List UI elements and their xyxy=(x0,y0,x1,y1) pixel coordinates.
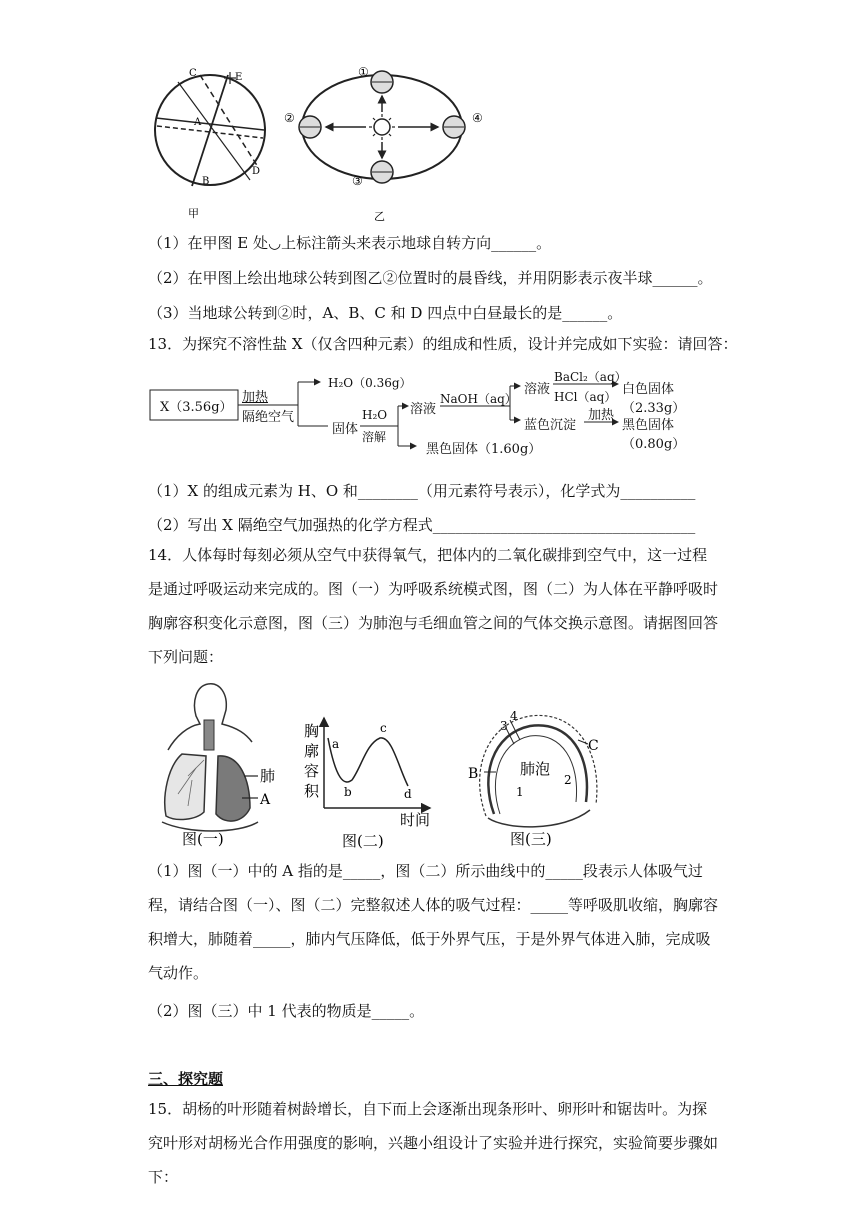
flow-dissolve-bottom: 溶解 xyxy=(362,430,387,444)
figure-thorax-volume-curve xyxy=(300,710,440,852)
q13-flowchart xyxy=(148,368,728,468)
flow-isolate: 隔绝空气 xyxy=(242,410,295,425)
figure-jia xyxy=(140,60,280,225)
q12-sub3: （3）当地球公转到②时，A、B、C 和 D 四点中白昼最长的是______。 xyxy=(148,304,623,322)
fig1-lung-label: 肺 xyxy=(260,767,276,785)
figure-alveolus-exchange xyxy=(466,706,606,854)
q12-sub1-rest: 上标注箭头来表示地球自转方向______。 xyxy=(281,234,552,252)
fig3-label-1: 1 xyxy=(516,785,524,799)
figure-respiratory-system xyxy=(148,676,288,851)
label-d: D xyxy=(252,166,261,177)
flow-blue: 蓝色沉淀 xyxy=(524,418,577,433)
pos-2: ② xyxy=(284,111,295,125)
fig2-ylabel-3: 容 xyxy=(304,762,320,780)
sun-icon xyxy=(374,119,390,135)
flow-solution1: 溶液 xyxy=(410,402,437,417)
rotation-mark-icon: ◡ xyxy=(268,234,282,252)
q12-sub2: （2）在甲图上绘出地球公转到图乙②位置时的晨昏线，并用阴影表示夜半球______。 xyxy=(148,269,713,287)
fig3-label-b: B xyxy=(468,766,479,782)
fig2-xlabel: 时间 xyxy=(400,811,431,829)
fig2-ylabel-1: 胸 xyxy=(304,722,320,740)
fig2-ylabel-2: 廓 xyxy=(304,742,320,760)
q13-sub2: （2）写出 X 隔绝空气加强热的化学方程式___________________________________ xyxy=(148,516,696,534)
fig3-caption: 图(三) xyxy=(510,830,552,848)
fig1-caption: 图(一) xyxy=(182,830,224,848)
q12-sub1 xyxy=(148,232,551,253)
flow-heat2: 加热 xyxy=(588,408,615,423)
pos-3: ③ xyxy=(352,174,363,188)
q12-sub1-text: （1）在甲图 E 处 xyxy=(148,234,269,252)
fig2-point-b: b xyxy=(344,785,352,799)
caption-yi: 乙 xyxy=(374,210,385,223)
flow-dissolve-top: H₂O xyxy=(362,408,388,422)
caption-jia: 甲 xyxy=(188,207,199,220)
fig2-ylabel-4: 积 xyxy=(304,782,320,800)
fig2-point-c: c xyxy=(380,721,387,735)
fig1-a-label: A xyxy=(260,792,271,808)
q13-sub1: （1）X 的组成元素为 H、O 和________（用元素符号表示），化学式为__________ xyxy=(148,482,696,500)
fig3-label-c: C xyxy=(588,738,599,754)
section-title-inquiry: 三、探究题 xyxy=(148,1070,224,1088)
flow-h2o: H₂O（0.36g） xyxy=(328,376,412,390)
fig2-caption: 图(二) xyxy=(342,832,384,850)
flow-solid: 固体 xyxy=(332,422,359,437)
flow-bacl2: BaCl₂（aq） xyxy=(554,370,627,384)
fig3-label-3: 3 xyxy=(500,719,508,733)
fig3-alveolus-label: 肺泡 xyxy=(520,760,551,778)
q15-stem: 15．胡杨的叶形随着树龄增长，自下而上会逐渐出现条形叶、卵形叶和锯齿叶。为探究叶形对胡杨光合作用强度的影响，兴趣小组设计了实验并进行探究，实验简要步骤如下： xyxy=(148,1100,719,1186)
pos-1: ① xyxy=(358,65,369,79)
flow-white: 白色固体（2.33g） xyxy=(622,382,686,416)
label-b: B xyxy=(202,176,210,187)
flow-x: X（3.56g） xyxy=(160,400,233,415)
q14-sub2: （2）图（三）中 1 代表的物质是_____。 xyxy=(148,1002,425,1020)
pos-4: ④ xyxy=(472,111,483,125)
fig3-label-2: 2 xyxy=(564,773,572,787)
label-e: E xyxy=(235,72,243,83)
flow-heat: 加热 xyxy=(242,390,269,405)
fig2-point-d: d xyxy=(404,787,412,801)
fig2-point-a: a xyxy=(332,737,340,751)
fig3-label-4: 4 xyxy=(510,709,518,723)
label-c: C xyxy=(189,68,197,79)
flow-solution2: 溶液 xyxy=(524,382,551,397)
q14-sub1: （1）图（一）中的 A 指的是_____，图（二）所示曲线中的_____段表示人体吸气过程，请结合图（一）、图（二）完整叙述人体的吸气过程：_____等呼吸肌收缩，胸廓容积增大，肺随着_____，肺内气压降低，低于外界气压，于是外界气体进入肺，完成吸气动作。 xyxy=(148,862,719,982)
label-a: A xyxy=(194,117,202,128)
flow-black1: 黑色固体（0.80g） xyxy=(622,418,686,452)
q13-stem: 13．为探究不溶性盐 X（仅含四种元素）的组成和性质，设计并完成如下实验：请回答： xyxy=(148,335,738,353)
flow-black2: 黑色固体（1.60g） xyxy=(426,442,542,457)
flow-hcl: HCl（aq） xyxy=(554,390,617,404)
figure-yi xyxy=(282,60,492,225)
flow-naoh: NaOH（aq） xyxy=(440,392,517,406)
q14-stem: 14．人体每时每刻必须从空气中获得氧气，把体内的二氧化碳排到空气中，这一过程是通过呼吸运动来完成的。图（一）为呼吸系统模式图，图（二）为人体在平静呼吸时胸廓容积变化示意图，图（三）为肺泡与毛细血管之间的气体交换示意图。请据图回答下列问题： xyxy=(148,546,719,666)
